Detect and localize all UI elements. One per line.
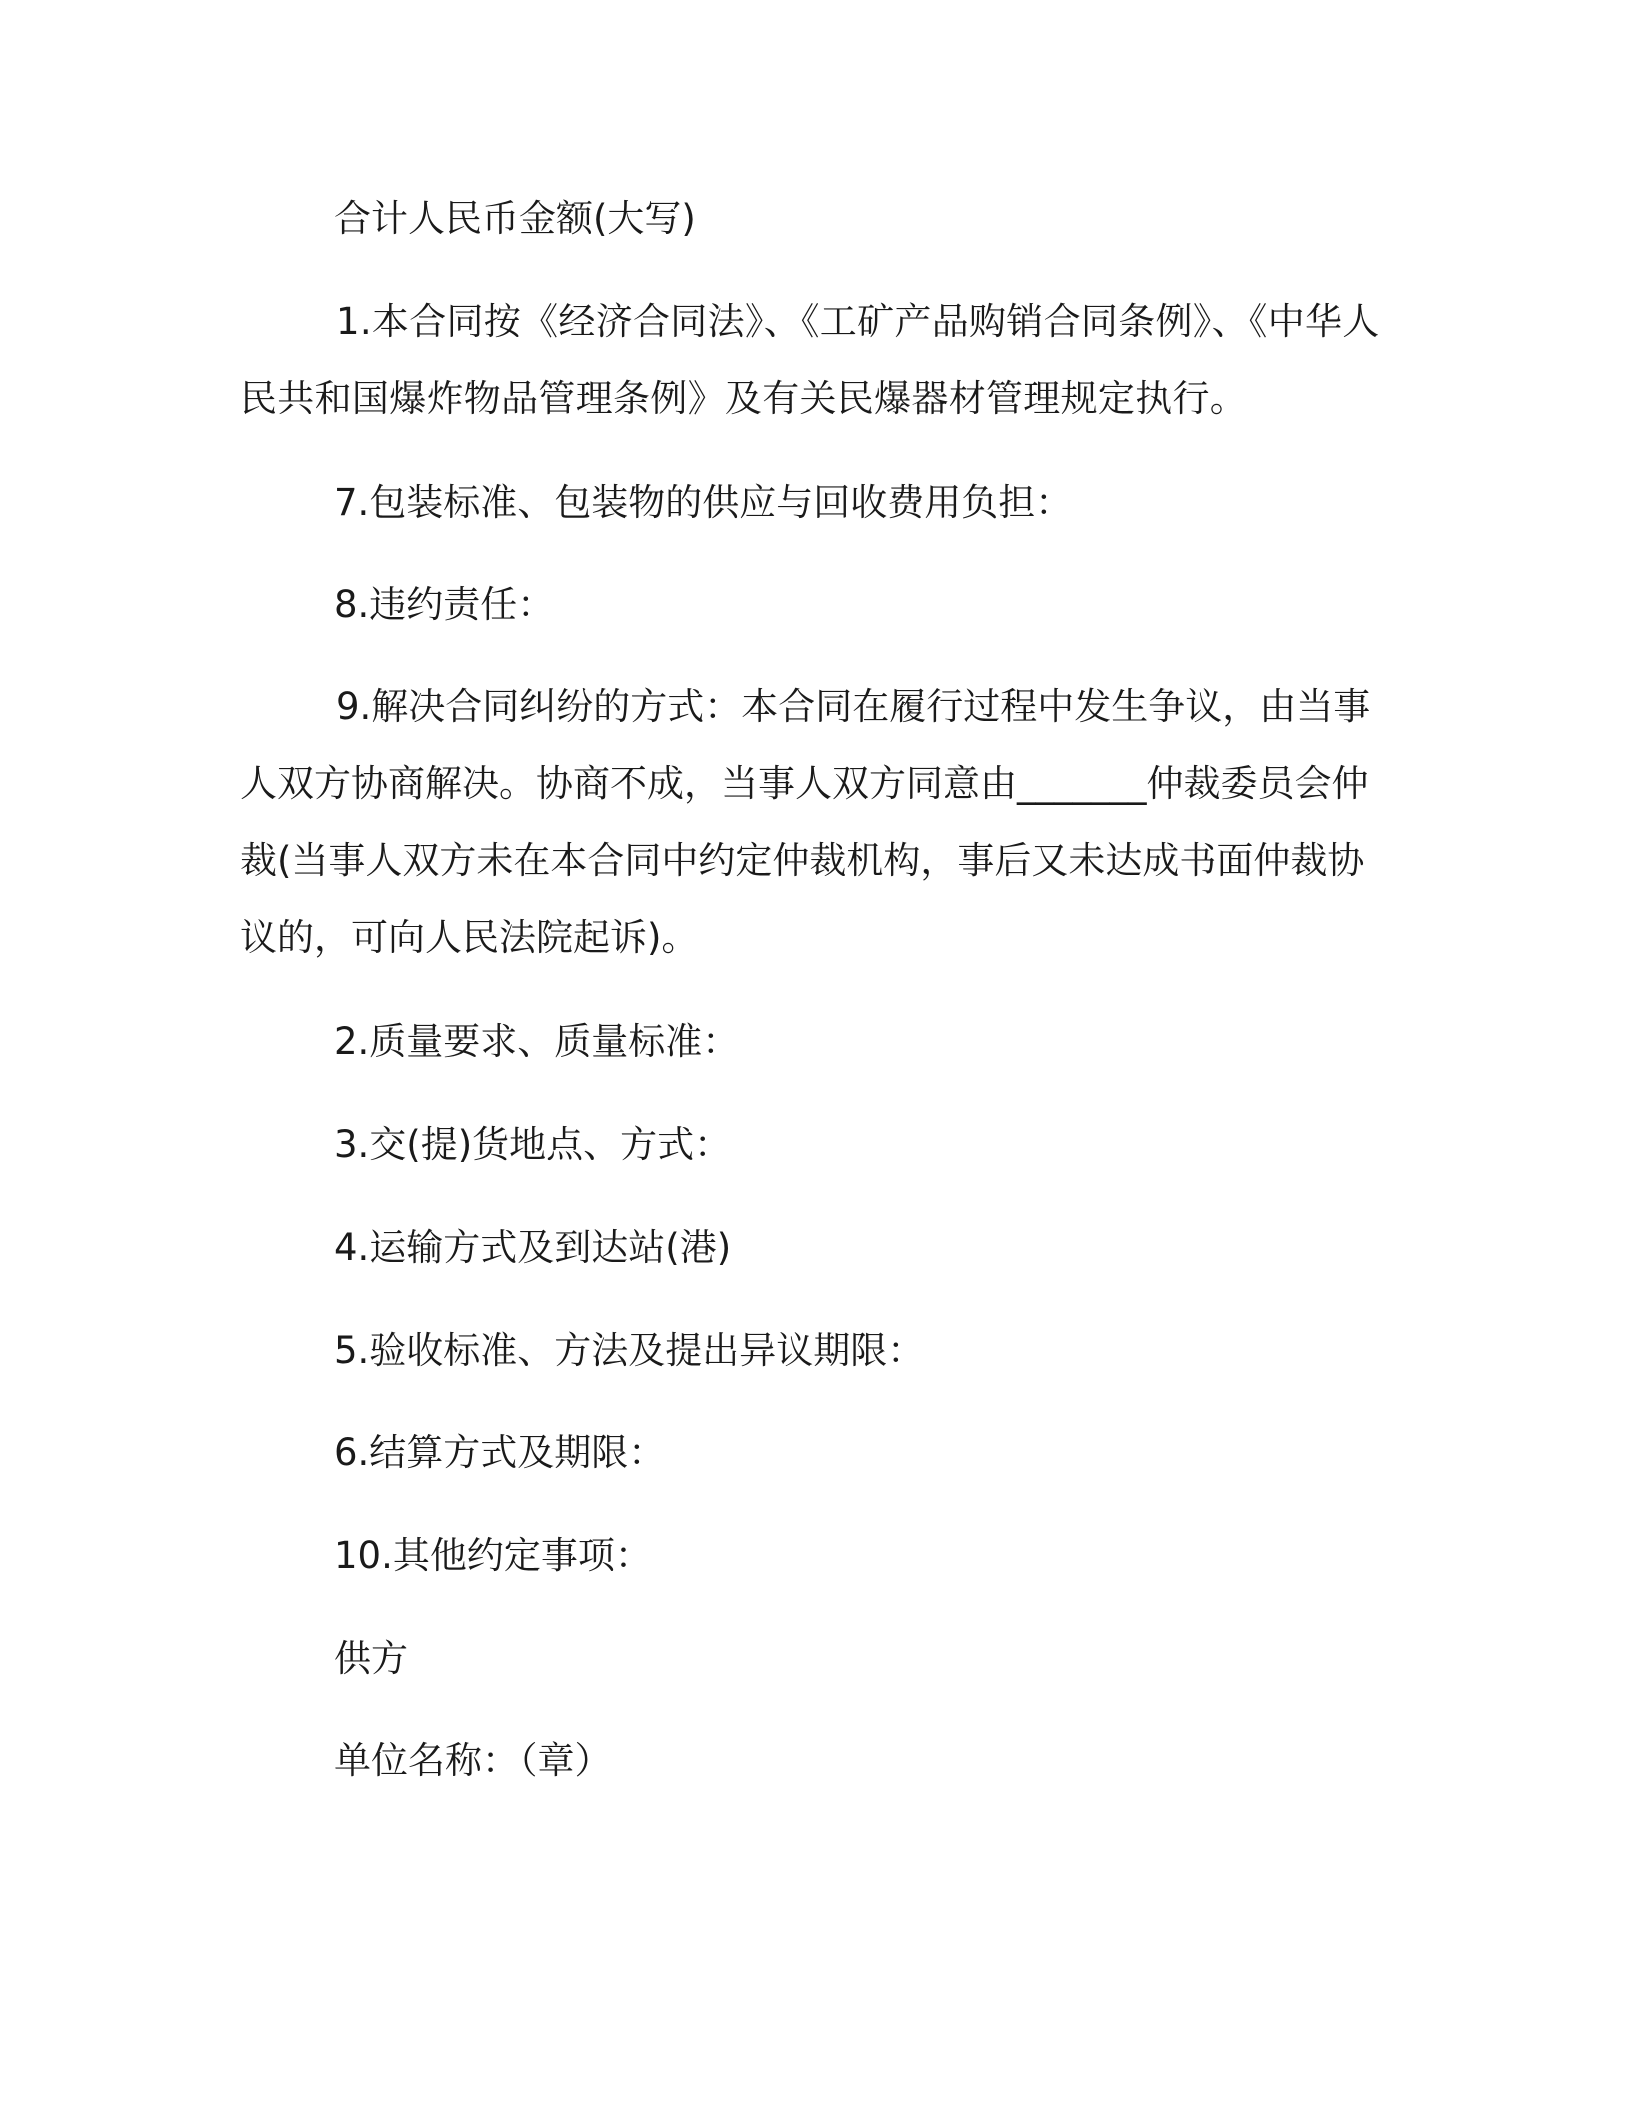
clause-9-paragraph: 9.解决合同纠纷的方式：本合同在履行过程中发生争议，由当事人双方协商解决。协商不成，当事人双方同意由_______仲裁委员会仲裁(当事人双方未在本合同中约定仲裁机构，事后又未达成书面仲裁协议的，可向人民法院起诉)。 bbox=[240, 685, 1371, 959]
clause-3-line: 3.交(提)货地点、方式： bbox=[334, 1123, 732, 1166]
clause-8-line: 8.违约责任： bbox=[334, 583, 555, 626]
clause-7-line: 7.包装标准、包装物的供应与回收费用负担： bbox=[334, 481, 1073, 524]
clause-6-line: 6.结算方式及期限： bbox=[334, 1431, 666, 1474]
clause-2-line: 2.质量要求、质量标准： bbox=[334, 1020, 740, 1063]
unit-name-seal-line: 单位名称：（章） bbox=[334, 1739, 612, 1782]
clause-1-paragraph: 1.本合同按《经济合同法》、《工矿产品购销合同条例》、《中华人民共和国爆炸物品管理条例》及有关民爆器材管理规定执行。 bbox=[240, 300, 1380, 420]
supplier-heading: 供方 bbox=[334, 1637, 408, 1680]
clause-5-line: 5.验收标准、方法及提出异议期限： bbox=[334, 1329, 925, 1372]
total-amount-line: 合计人民币金额(大写) bbox=[334, 197, 696, 240]
clause-4-line: 4.运输方式及到达站(港) bbox=[334, 1226, 732, 1269]
clause-10-line: 10.其他约定事项： bbox=[334, 1534, 652, 1577]
